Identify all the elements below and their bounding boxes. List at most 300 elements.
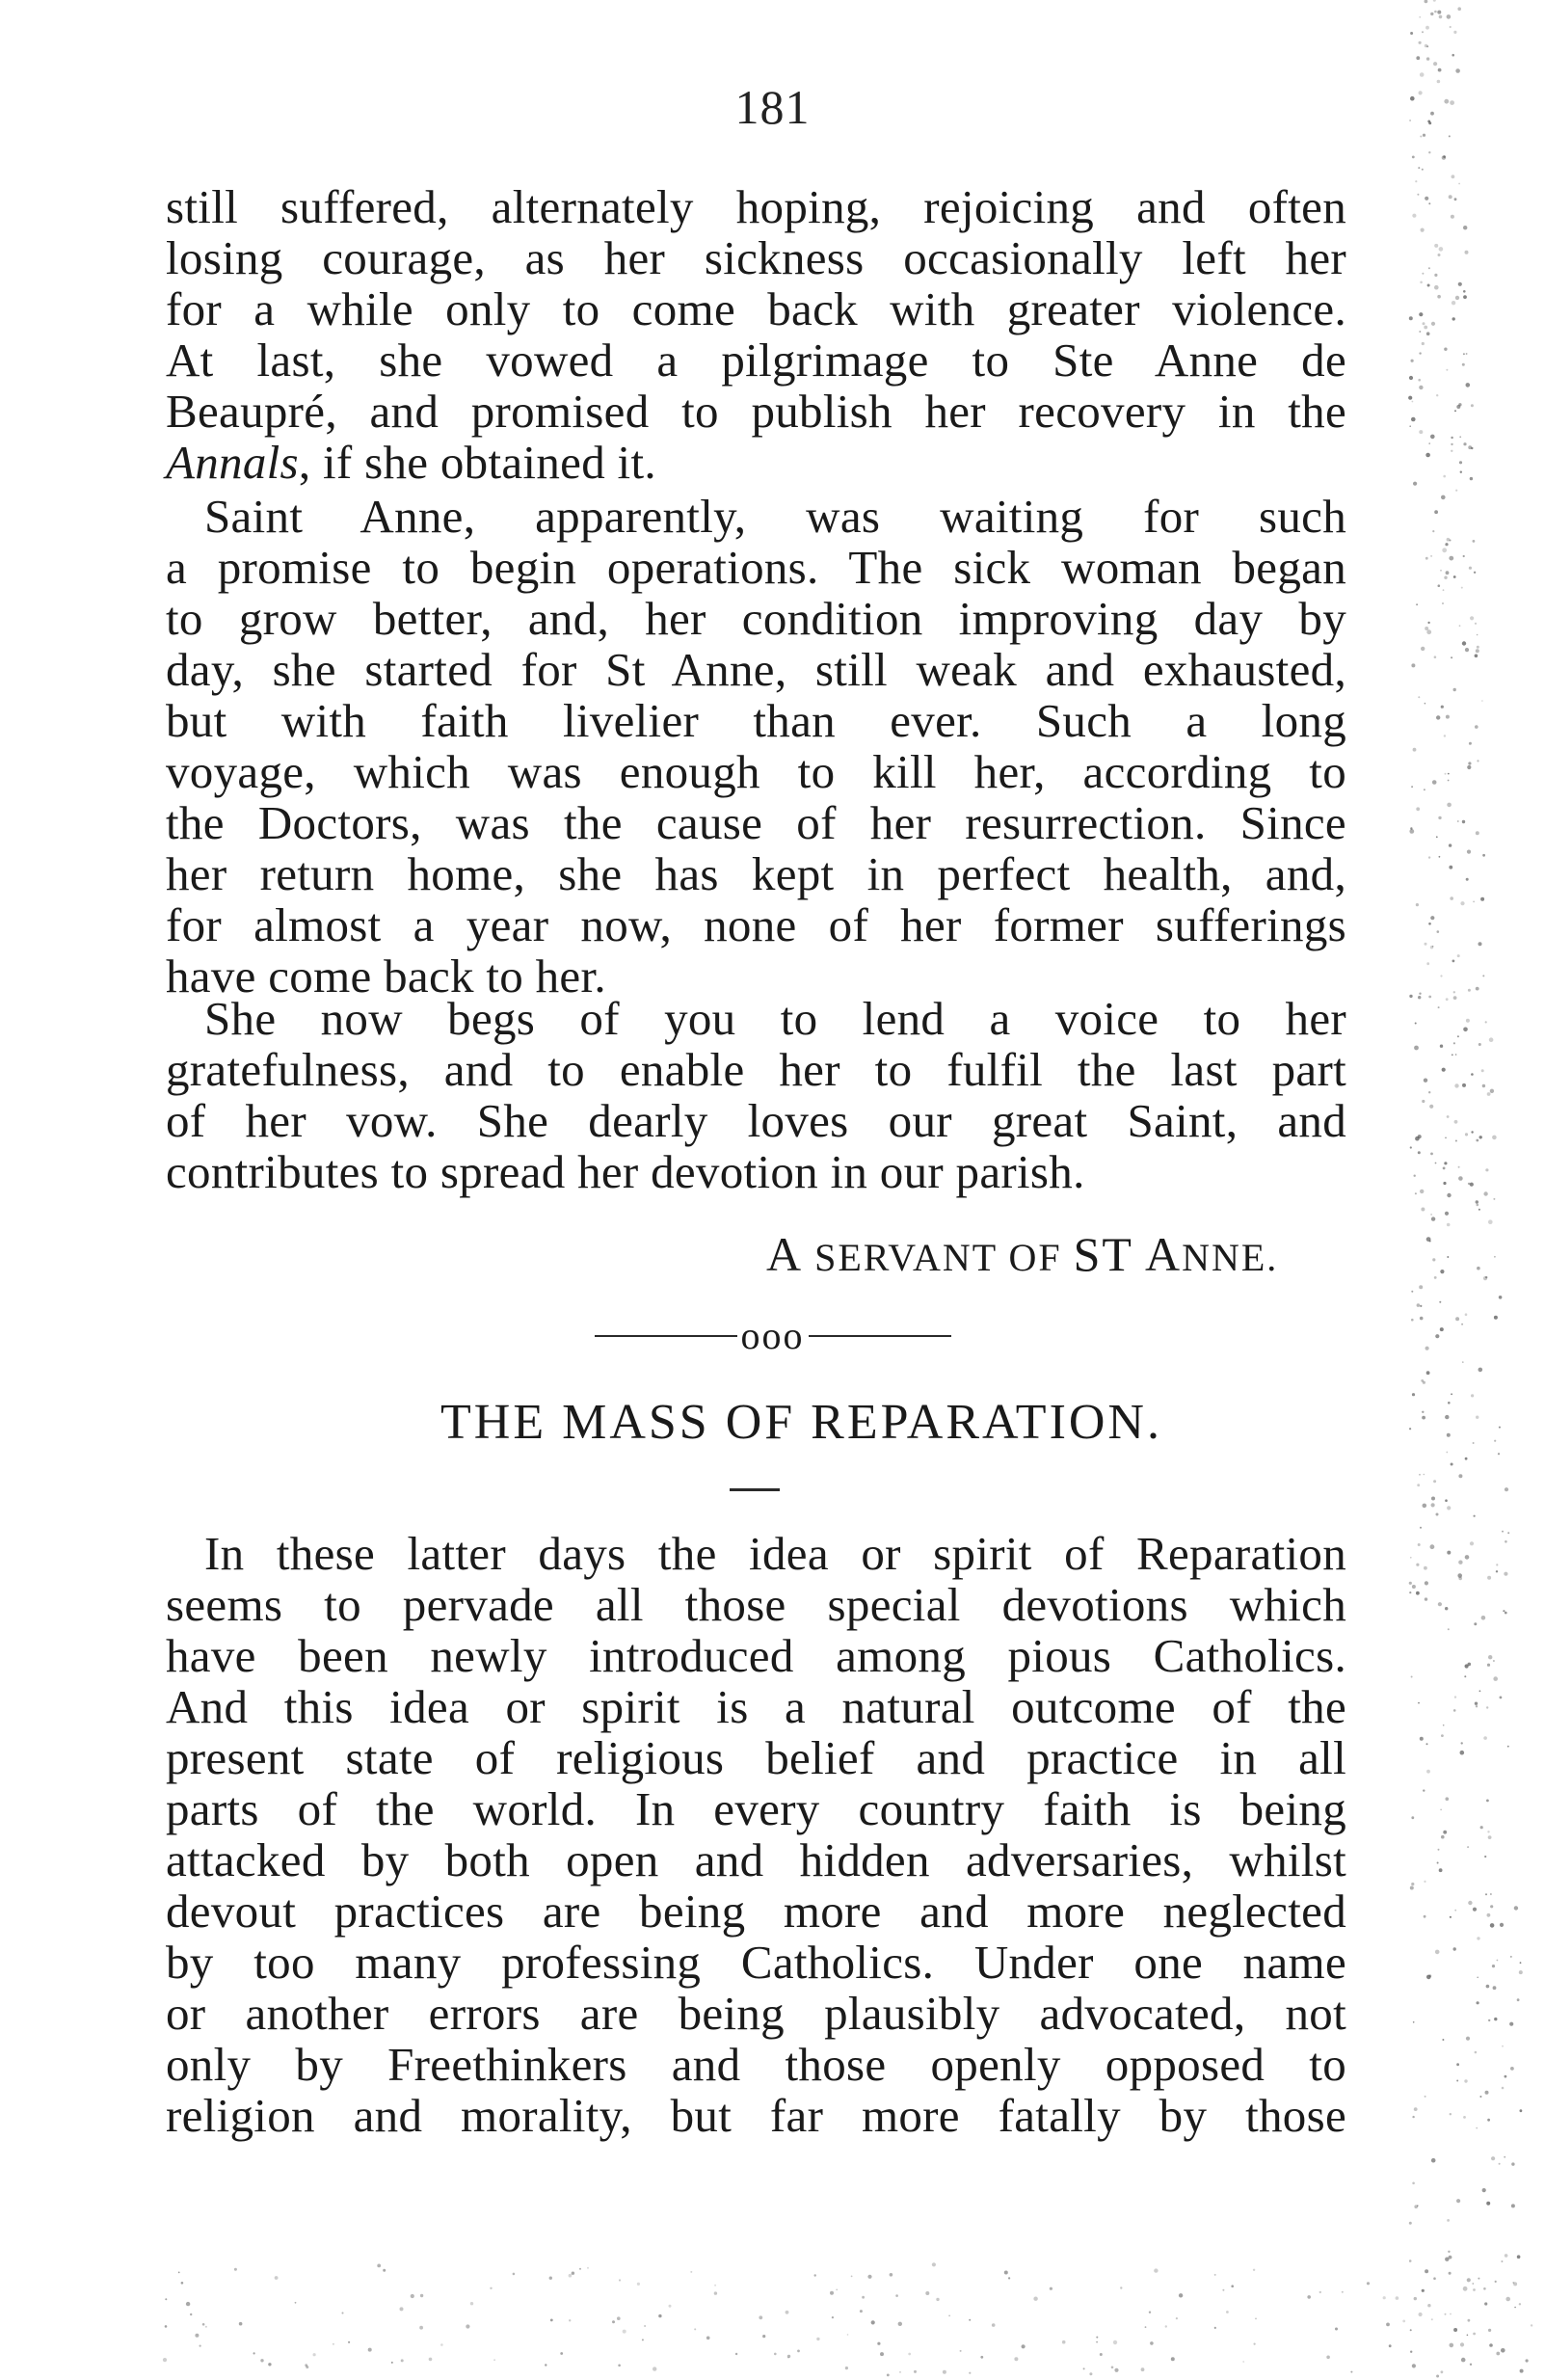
- noise-dot: [1412, 1585, 1416, 1589]
- noise-dot: [1444, 1162, 1447, 1164]
- noise-dot: [1476, 1200, 1478, 1203]
- noise-dot: [1439, 15, 1443, 19]
- noise-dot: [1456, 2199, 1460, 2203]
- text-line: In these latter days the idea or spirit of Reparation: [204, 1527, 1346, 1580]
- noise-dot: [1422, 1100, 1425, 1103]
- noise-dot: [1420, 136, 1422, 138]
- noise-dot: [1444, 576, 1447, 579]
- noise-dot: [569, 2319, 571, 2321]
- noise-dot: [1486, 2202, 1490, 2206]
- noise-dot: [1477, 760, 1478, 762]
- noise-dot: [1511, 2204, 1515, 2207]
- noise-dot: [1478, 1368, 1483, 1373]
- noise-dot: [1411, 1676, 1413, 1678]
- noise-dot: [1487, 1092, 1491, 1096]
- noise-dot: [1478, 1043, 1481, 1046]
- noise-dot: [560, 2352, 563, 2355]
- noise-dot: [1096, 2337, 1098, 2339]
- noise-dot: [1466, 878, 1469, 881]
- noise-dot: [1514, 1906, 1518, 1910]
- noise-dot: [1426, 629, 1431, 634]
- noise-dot: [1485, 1168, 1488, 1171]
- text-line: And this idea or spirit is a natural outcome of the: [166, 1680, 1346, 1733]
- noise-dot: [1439, 1301, 1441, 1303]
- noise-dot: [440, 2343, 443, 2346]
- noise-dot: [1426, 1237, 1431, 1242]
- text-line: devout practices are being more and more neglected: [166, 1885, 1346, 1938]
- noise-dot: [992, 2323, 996, 2327]
- noise-dot: [1441, 495, 1446, 500]
- noise-dot: [1214, 2274, 1216, 2276]
- noise-dot: [1430, 555, 1432, 557]
- noise-dot: [1446, 571, 1450, 575]
- noise-dot: [617, 2316, 621, 2320]
- noise-dot: [1462, 820, 1465, 823]
- noise-dot: [1459, 461, 1462, 464]
- noise-dot: [1462, 1361, 1464, 1363]
- noise-dot: [195, 2334, 199, 2338]
- noise-dot: [1411, 1291, 1413, 1293]
- noise-dot: [1470, 1541, 1474, 1545]
- noise-dot: [1442, 2039, 1444, 2041]
- noise-dot: [1482, 1084, 1485, 1087]
- noise-dot: [1463, 353, 1465, 355]
- scan-noise-bottom: [154, 2255, 1545, 2380]
- noise-dot: [1419, 16, 1421, 18]
- noise-dot: [1458, 1176, 1463, 1181]
- noise-dot: [1453, 688, 1456, 691]
- noise-dot: [1415, 1023, 1417, 1025]
- noise-dot: [1455, 68, 1460, 73]
- noise-dot: [1457, 1035, 1459, 1037]
- noise-dot: [1477, 1937, 1479, 1939]
- noise-dot: [1419, 352, 1421, 354]
- noise-dot: [1426, 1770, 1430, 1774]
- noise-dot: [1505, 1487, 1508, 1491]
- noise-dot: [1484, 1856, 1486, 1858]
- noise-dot: [1226, 2311, 1229, 2313]
- noise-dot: [816, 2338, 819, 2340]
- noise-dot: [1486, 1706, 1488, 1708]
- text-line: a promise to begin operations. The sick woman began: [166, 541, 1346, 594]
- noise-dot: [1222, 2289, 1224, 2291]
- noise-dot: [1505, 2075, 1507, 2078]
- noise-dot: [1500, 1697, 1503, 1699]
- noise-dot: [1422, 1416, 1425, 1420]
- noise-dot: [1458, 1561, 1462, 1564]
- noise-dot: [1455, 490, 1457, 492]
- noise-dot: [1477, 634, 1478, 636]
- noise-dot: [383, 2269, 386, 2272]
- noise-dot: [1426, 57, 1429, 60]
- noise-dot: [1428, 996, 1431, 999]
- noise-dot: [1466, 1019, 1470, 1023]
- noise-dot: [1441, 1734, 1444, 1737]
- noise-dot: [1438, 584, 1441, 587]
- noise-dot: [1456, 405, 1460, 409]
- noise-dot: [932, 2262, 936, 2266]
- noise-dot: [1120, 2286, 1122, 2288]
- noise-dot: [1428, 856, 1430, 858]
- noise-dot: [1481, 1069, 1484, 1072]
- noise-dot: [1445, 1415, 1449, 1419]
- noise-dot: [163, 2358, 167, 2362]
- noise-dot: [1503, 1610, 1505, 1612]
- noise-dot: [1443, 589, 1445, 591]
- noise-dot: [1452, 301, 1455, 305]
- noise-dot: [1386, 2323, 1390, 2327]
- noise-dot: [1430, 435, 1435, 440]
- noise-dot: [1367, 2282, 1370, 2285]
- noise-dot: [1476, 649, 1479, 653]
- noise-dot: [1487, 1576, 1491, 1580]
- noise-dot: [786, 2311, 789, 2314]
- noise-dot: [1462, 1083, 1466, 1087]
- noise-dot: [1427, 120, 1430, 123]
- noise-dot: [186, 2302, 190, 2306]
- noise-dot: [1421, 1379, 1424, 1382]
- noise-dot: [1425, 197, 1428, 201]
- noise-dot: [1498, 1453, 1500, 1455]
- noise-dot: [202, 2323, 205, 2326]
- noise-dot: [1487, 1913, 1491, 1917]
- noise-dot: [1463, 1028, 1468, 1032]
- noise-dot: [1418, 1135, 1422, 1138]
- noise-dot: [1450, 26, 1452, 28]
- noise-dot: [1165, 2325, 1167, 2327]
- noise-dot: [1415, 180, 1417, 182]
- noise-dot: [295, 2302, 297, 2304]
- noise-dot: [1480, 1826, 1483, 1829]
- text-line: her return home, she has kept in perfect health, and,: [166, 847, 1346, 900]
- noise-dot: [1492, 1965, 1495, 1967]
- noise-dot: [1463, 2116, 1466, 2119]
- text-line: but with faith livelier than ever. Such a long: [166, 694, 1346, 747]
- noise-dot: [1500, 1923, 1504, 1927]
- noise-dot: [948, 2315, 950, 2317]
- noise-dot: [1214, 2327, 1216, 2329]
- noise-dot: [1435, 1334, 1439, 1338]
- noise-dot: [1253, 2269, 1255, 2271]
- noise-dot: [1420, 1305, 1422, 1307]
- noise-dot: [1419, 1285, 1423, 1289]
- noise-dot: [1409, 1582, 1412, 1585]
- noise-dot: [1423, 134, 1425, 137]
- text-line: Saint Anne, apparently, was waiting for such: [204, 490, 1346, 543]
- noise-dot: [1447, 1223, 1451, 1227]
- noise-dot: [1438, 816, 1441, 819]
- noise-dot: [342, 2313, 344, 2314]
- noise-dot: [1428, 442, 1430, 444]
- noise-dot: [1477, 2001, 1479, 2004]
- noise-dot: [1452, 54, 1454, 57]
- separator-rule-right: [809, 1335, 951, 1337]
- noise-dot: [1475, 655, 1478, 658]
- noise-dot: [1451, 443, 1452, 445]
- noise-dot: [253, 2352, 255, 2354]
- noise-dot: [1430, 946, 1433, 949]
- noise-dot: [1469, 742, 1472, 745]
- noise-dot: [549, 2277, 552, 2280]
- noise-dot: [1476, 987, 1479, 991]
- noise-dot: [1499, 2163, 1501, 2165]
- page-number: 181: [734, 80, 811, 134]
- noise-dot: [1326, 2356, 1330, 2360]
- noise-dot: [1464, 2079, 1467, 2082]
- noise-dot: [1432, 780, 1437, 785]
- noise-dot: [1463, 442, 1466, 445]
- noise-dot: [1425, 1597, 1427, 1600]
- noise-dot: [1468, 445, 1472, 449]
- noise-dot: [1425, 557, 1428, 560]
- noise-dot: [1499, 1296, 1503, 1299]
- noise-dot: [1425, 703, 1426, 705]
- noise-dot: [1432, 530, 1434, 532]
- noise-dot: [623, 2330, 626, 2334]
- noise-dot: [1520, 2369, 1524, 2373]
- noise-dot: [1451, 1463, 1453, 1466]
- noise-dot: [1412, 214, 1416, 218]
- noise-dot: [550, 2319, 553, 2322]
- noise-dot: [1448, 1628, 1450, 1630]
- noise-dot: [1409, 316, 1413, 320]
- noise-dot: [1342, 2291, 1344, 2293]
- noise-dot: [1413, 2021, 1415, 2023]
- noise-dot: [814, 2274, 816, 2276]
- text-line: She now begs of you to lend a voice to her: [204, 992, 1346, 1045]
- noise-dot: [1453, 1709, 1456, 1712]
- noise-dot: [1412, 401, 1414, 403]
- noise-dot: [1149, 2312, 1151, 2313]
- noise-dot: [411, 2294, 414, 2298]
- scan-noise: [1391, 0, 1545, 2380]
- noise-dot: [1438, 68, 1442, 72]
- noise-dot: [1485, 2091, 1489, 2095]
- noise-dot: [1242, 2361, 1244, 2363]
- noise-dot: [1477, 646, 1479, 649]
- text-fragment: , if she obtained it.: [298, 436, 656, 489]
- noise-dot: [1476, 1139, 1478, 1142]
- noise-dot: [1476, 2127, 1478, 2129]
- noise-dot: [862, 2296, 865, 2299]
- noise-dot: [1410, 1146, 1412, 1148]
- noise-dot: [190, 2313, 192, 2315]
- noise-dot: [1430, 112, 1434, 116]
- text-line: voyage, which was enough to kill her, according to: [166, 745, 1346, 798]
- noise-dot: [1446, 1452, 1448, 1454]
- noise-dot: [1350, 2371, 1352, 2373]
- noise-dot: [714, 2285, 716, 2286]
- noise-dot: [1468, 762, 1471, 764]
- noise-dot: [1425, 2096, 1426, 2098]
- noise-dot: [1466, 353, 1468, 355]
- noise-dot: [1062, 2340, 1066, 2344]
- noise-dot: [1459, 625, 1461, 627]
- noise-dot: [377, 2264, 381, 2268]
- noise-dot: [1411, 786, 1413, 788]
- noise-dot: [1443, 1167, 1446, 1170]
- noise-dot: [1470, 616, 1474, 620]
- noise-dot: [1458, 1577, 1462, 1581]
- noise-dot: [1444, 99, 1449, 104]
- noise-dot: [1414, 1175, 1416, 1177]
- noise-dot: [1452, 317, 1455, 320]
- noise-dot: [1485, 1893, 1487, 1895]
- noise-dot: [1477, 1267, 1480, 1270]
- noise-dot: [871, 2320, 875, 2324]
- noise-dot: [1466, 383, 1471, 388]
- noise-dot: [1434, 244, 1438, 248]
- noise-dot: [1458, 1474, 1462, 1478]
- noise-dot: [1409, 995, 1412, 998]
- noise-dot: [1471, 1394, 1474, 1397]
- noise-dot: [1479, 2096, 1481, 2098]
- noise-dot: [1452, 174, 1455, 178]
- text-line: seems to pervade all those special devotions which: [166, 1578, 1346, 1631]
- text-line: At last, she vowed a pilgrimage to Ste Anne de: [166, 334, 1346, 387]
- noise-dot: [1402, 2320, 1405, 2323]
- noise-dot: [1440, 570, 1442, 572]
- noise-dot: [1458, 1166, 1460, 1168]
- noise-dot: [1449, 195, 1452, 199]
- noise-dot: [1435, 1163, 1437, 1164]
- noise-dot: [1438, 1849, 1440, 1851]
- noise-dot: [1465, 1313, 1468, 1316]
- noise-dot: [867, 2275, 871, 2279]
- noise-dot: [1452, 960, 1455, 963]
- noise-dot: [1437, 80, 1441, 84]
- noise-dot: [1416, 807, 1420, 811]
- noise-dot: [1451, 437, 1452, 439]
- noise-dot: [1426, 1975, 1431, 1980]
- noise-dot: [1430, 1544, 1435, 1549]
- annals-title: Annals: [166, 436, 299, 489]
- noise-dot: [637, 2283, 640, 2286]
- noise-dot: [260, 2359, 263, 2362]
- noise-dot: [1412, 1393, 1415, 1396]
- noise-dot: [1465, 1664, 1469, 1668]
- noise-dot: [1418, 167, 1420, 169]
- noise-dot: [1469, 567, 1472, 570]
- noise-dot: [1471, 404, 1474, 407]
- noise-dot: [1426, 332, 1430, 335]
- noise-dot: [1490, 1089, 1494, 1093]
- noise-dot: [401, 2359, 404, 2362]
- noise-dot: [1255, 2318, 1257, 2320]
- noise-dot: [1447, 1256, 1449, 1258]
- noise-dot: [1470, 1183, 1474, 1187]
- noise-dot: [1475, 725, 1478, 729]
- noise-dot: [1490, 1905, 1493, 1908]
- noise-dot: [1411, 1816, 1414, 1819]
- noise-dot: [1485, 1276, 1487, 1278]
- noise-dot: [1454, 1120, 1458, 1124]
- noise-dot: [1440, 1270, 1444, 1273]
- noise-dot: [1424, 1915, 1426, 1918]
- noise-dot: [1335, 2328, 1338, 2331]
- noise-dot: [1418, 1151, 1421, 1154]
- noise-dot: [313, 2353, 316, 2356]
- noise-dot: [1444, 348, 1447, 351]
- noise-dot: [1004, 2271, 1008, 2275]
- text-line: losing courage, as her sickness occasionally left her: [166, 231, 1346, 284]
- noise-dot: [1419, 41, 1422, 44]
- noise-dot: [420, 2294, 423, 2297]
- noise-dot: [619, 2279, 621, 2281]
- noise-dot: [1478, 1209, 1480, 1211]
- noise-dot: [1450, 1916, 1452, 1918]
- noise-dot: [1497, 1960, 1499, 1962]
- noise-dot: [1431, 322, 1435, 326]
- noise-dot: [1425, 2269, 1428, 2273]
- noise-dot: [1440, 975, 1442, 976]
- noise-dot: [1448, 780, 1450, 782]
- noise-dot: [569, 2274, 573, 2278]
- noise-dot: [1455, 1140, 1457, 1142]
- noise-dot: [1491, 2156, 1495, 2160]
- noise-dot: [1429, 1105, 1433, 1109]
- noise-dot: [275, 2276, 279, 2280]
- noise-dot: [1456, 2063, 1459, 2066]
- noise-dot: [898, 2322, 902, 2326]
- noise-dot: [1494, 1256, 1496, 1258]
- text-line: Beaupré, and promised to publish her recovery in the: [166, 385, 1346, 438]
- noise-dot: [1422, 169, 1424, 171]
- noise-dot: [1428, 923, 1431, 925]
- noise-dot: [1463, 555, 1465, 557]
- noise-dot: [1409, 376, 1413, 380]
- noise-dot: [1100, 2353, 1103, 2356]
- noise-dot: [1443, 1831, 1447, 1834]
- noise-dot: [936, 2298, 939, 2301]
- noise-dot: [1509, 2022, 1513, 2026]
- noise-dot: [1448, 2251, 1450, 2253]
- noise-dot: [1440, 1045, 1443, 1048]
- noise-dot: [943, 2370, 946, 2374]
- noise-dot: [880, 2352, 884, 2356]
- noise-dot: [1482, 854, 1485, 857]
- noise-dot: [1433, 62, 1437, 66]
- noise-dot: [1451, 215, 1454, 219]
- noise-dot: [165, 2298, 167, 2300]
- noise-dot: [1475, 1702, 1478, 1705]
- noise-dot: [1463, 290, 1466, 293]
- text-line: religion and morality, but far more fatally by those: [166, 2089, 1346, 2142]
- noise-dot: [419, 2326, 423, 2330]
- noise-dot: [1154, 2268, 1158, 2272]
- noise-dot: [1422, 1411, 1424, 1413]
- noise-dot: [830, 2291, 834, 2295]
- noise-dot: [1465, 1133, 1468, 1136]
- separator-rule-left: [595, 1335, 737, 1337]
- noise-dot: [572, 2272, 574, 2275]
- noise-dot: [1418, 696, 1420, 698]
- noise-dot: [1439, 247, 1444, 252]
- noise-dot: [268, 2363, 271, 2366]
- noise-dot: [1455, 1317, 1459, 1321]
- noise-dot: [1465, 1457, 1468, 1460]
- noise-dot: [1494, 1440, 1496, 1442]
- noise-dot: [1425, 627, 1428, 630]
- noise-dot: [759, 2315, 762, 2319]
- noise-dot: [1465, 251, 1469, 254]
- noise-dot: [1430, 13, 1433, 15]
- text-line: [166, 437, 1346, 488]
- noise-dot: [1419, 386, 1423, 389]
- noise-dot: [787, 2355, 790, 2358]
- noise-dot: [1505, 1540, 1507, 1543]
- noise-dot: [1445, 543, 1448, 546]
